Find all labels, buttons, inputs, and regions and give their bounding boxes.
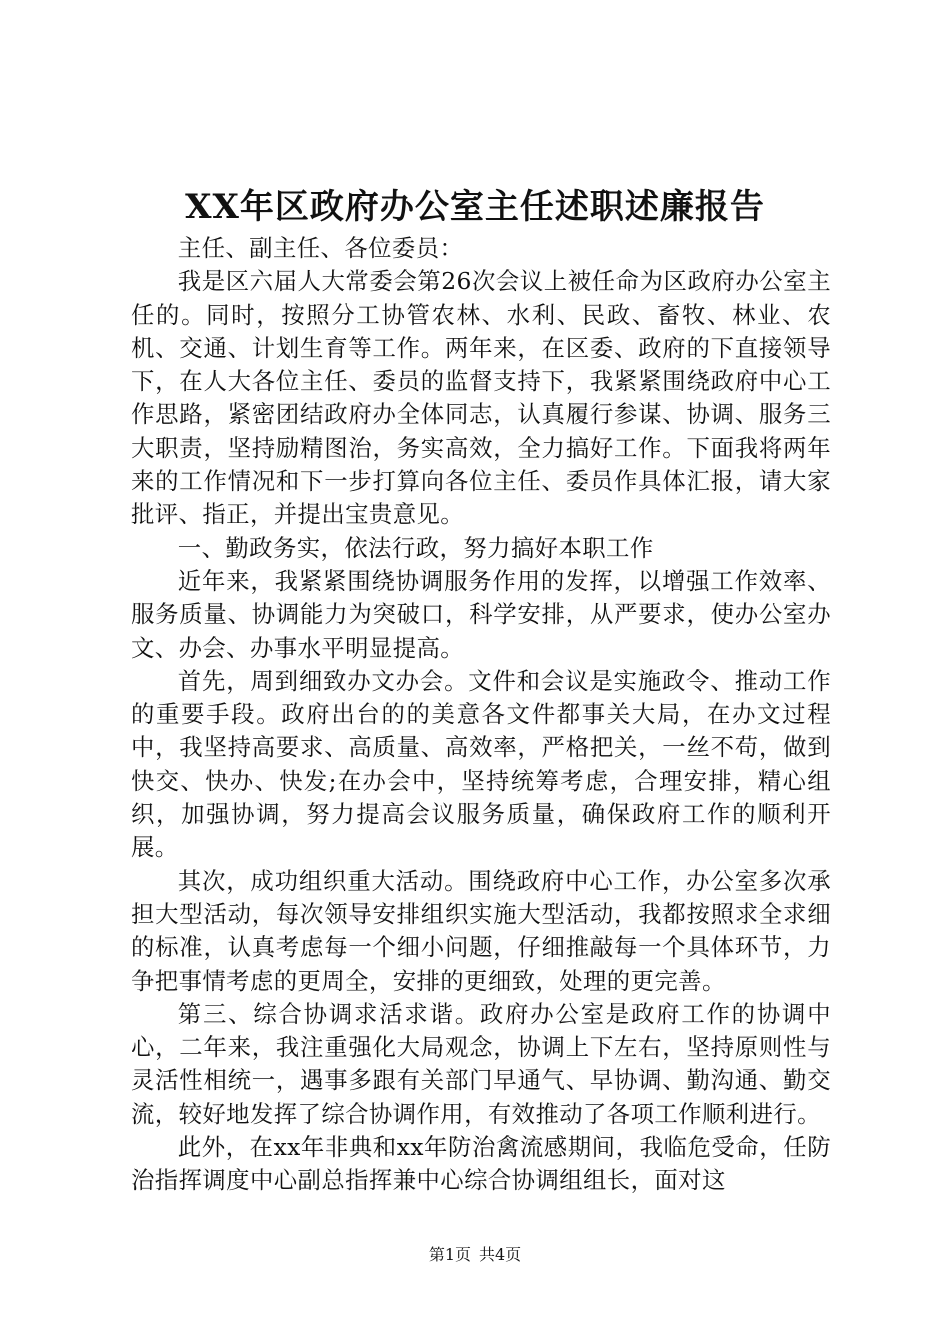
body-paragraph: 我是区六届人大常委会第26次会议上被任命为区政府办公室主任的。同时，按照分工协管农林、水利、民政、畜牧、林业、农机、交通、计划生育等工作。两年来，在区委、政府的下直接领导下，在人大各位主任、委员的监督支持下，我紧紧围绕政府中心工作思路，紧密团结政府办全体同志，认真履行参谋、协调、服务三大职责，坚持励精图治，务实高效，全力搞好工作。下面我将两年来的工作情况和下一步打算向各位主任、委员作具体汇报，请大家批评、指正，并提出宝贵意见。	[131, 267, 831, 529]
page-footer	[0, 1244, 950, 1266]
document-title: XX年区政府办公室主任述职述廉报告	[185, 187, 765, 227]
page-number: 第1页	[428, 1245, 471, 1264]
body-paragraph: 其次，成功组织重大活动。围绕政府中心工作，办公室多次承担大型活动，每次领导安排组织实施大型活动，我都按照求全求细的标准，认真考虑每一个细小问题，仔细推敲每一个具体环节，力争把事情考虑的更周全，安排的更细致，处理的更完善。	[131, 866, 831, 995]
body-paragraph: 第三、综合协调求活求谐。政府办公室是政府工作的协调中心，二年来，我注重强化大局观念，协调上下左右，坚持原则性与灵活性相统一，遇事多跟有关部门早通气、早协调、勤沟通、勤交流，较好地发挥了综合协调作用，有效推动了各项工作顺利进行。	[131, 999, 831, 1128]
salutation-paragraph: 主任、副主任、各位委员：	[177, 234, 464, 262]
document-body	[131, 232, 831, 1198]
body-paragraph: 首先，周到细致办文办会。文件和会议是实施政令、推动工作的重要手段。政府出台的的美意各文件都事关大局，在办文过程中，我坚持高要求、高质量、高效率，严格把关，一丝不苟，做到快交、快办、快发;在办会中，坚持统筹考虑，合理安排，精心组织，加强协调，努力提高会议服务质量，确保政府工作的顺利开展。	[131, 666, 831, 862]
body-paragraph: 此外，在xx年非典和xx年防治禽流感期间，我临危受命，任防治指挥调度中心副总指挥兼中心综合协调组组长，面对这	[131, 1133, 831, 1195]
body-paragraph: 近年来，我紧紧围绕协调服务作用的发挥，以增强工作效率、服务质量、协调能力为突破口，科学安排，从严要求，使办公室办文、办会、办事水平明显提高。	[131, 566, 831, 662]
page-total: 共4页	[479, 1245, 522, 1264]
section-heading: 一、勤政务实，依法行政，努力搞好本职工作	[177, 533, 654, 562]
